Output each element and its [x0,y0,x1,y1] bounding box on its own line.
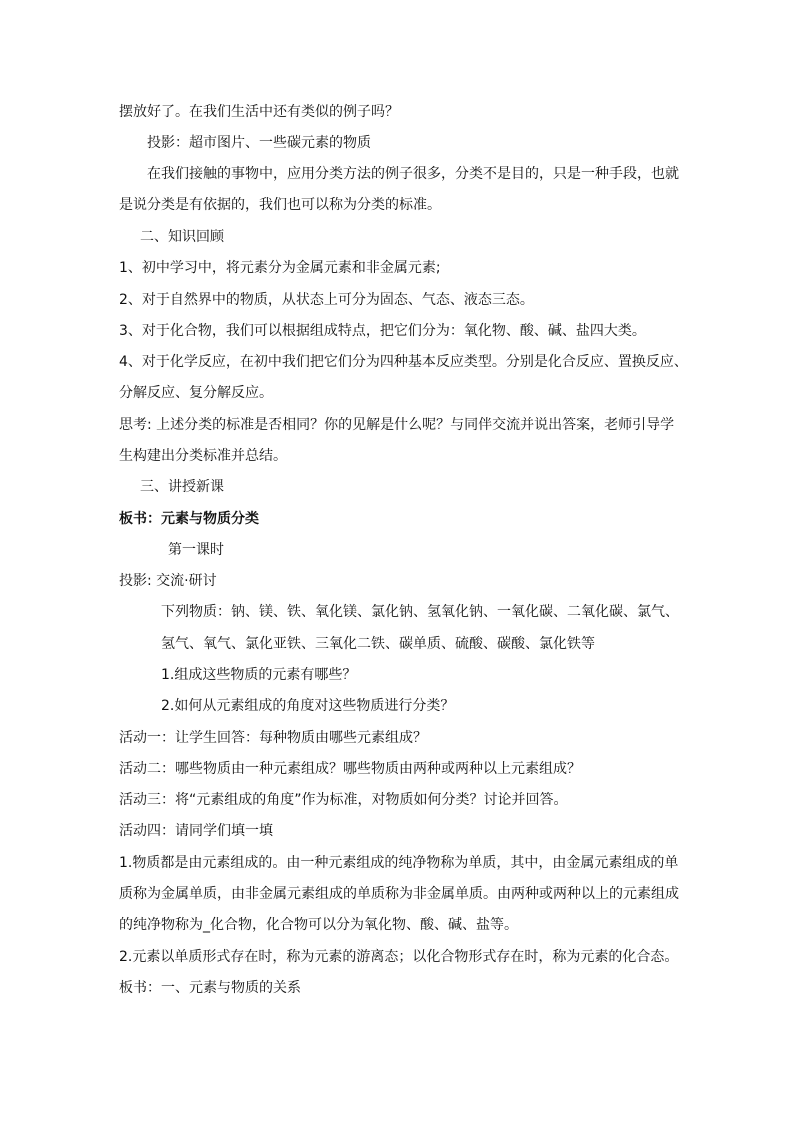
text-line: 2、对于自然界中的物质，从状态上可分为固态、气态、液态三态。 [119,292,534,308]
text-line: 下列物质：钠、镁、铁、氧化镁、氯化钠、氢氧化钠、一氧化碳、二氧化碳、氯气、 [161,604,679,620]
text-line: 摆放好了。在我们生活中还有类似的例子吗？ [119,104,399,120]
text-line: 1、初中学习中，将元素分为金属元素和非金属元素; [119,260,441,276]
text-line: 2.元素以单质形式存在时，称为元素的游离态；以化合物形式存在时，称为元素的化合态。 [119,949,679,965]
text-line: 投影: 交流·研讨 [119,573,217,589]
subheading: 第一课时 [168,542,224,558]
text-line: 1.物质都是由元素组成的。由一种元素组成的纯净物称为单质，其中，由金属元素组成的单 [119,855,679,871]
text-line: 分解反应、复分解反应。 [119,385,273,401]
text-line: 在我们接触的事物中，应用分类方法的例子很多，分类不是目的，只是一种手段，也就 [147,166,679,182]
section-heading: 二、知识回顾 [140,229,224,245]
activity-line: 活动一：让学生回答：每种物质由哪些元素组成？ [119,730,427,746]
activity-line: 活动三：将“元素组成的角度”作为标准，对物质如何分类？讨论并回答。 [119,792,568,808]
activity-line: 活动二：哪些物质由一种元素组成？哪些物质由两种或两种以上元素组成？ [119,761,581,777]
text-line: 生构建出分类标准并总结。 [119,448,287,464]
question-item: 1.组成这些物质的元素有哪些？ [161,667,357,683]
text-line: 板书：一、元素与物质的关系 [119,980,301,996]
board-title-line [119,509,259,529]
activity-line: 活动四：请同学们填一填 [119,823,273,839]
text-line: 思考: 上述分类的标准是否相同？你的见解是什么呢？与同伴交流并说出答案，老师引导学 [119,417,675,433]
text-line: 是说分类是有依据的，我们也可以称为分类的标准。 [119,197,441,213]
text-line: 的纯净物称为_化合物，化合物可以分为氧化物、酸、碱、盐等。 [119,917,518,933]
text-line: 3、对于化合物，我们可以根据组成特点，把它们分为：氧化物、酸、碱、盐四大类。 [119,323,646,339]
text-line: 氢气、氧气、氯化亚铁、三氧化二铁、碳单质、硫酸、碳酸、氯化铁等 [161,636,595,652]
board-title: 元素与物质分类 [161,511,259,527]
section-heading: 三、讲授新课 [140,479,224,495]
text-line: 投影：超市图片、一些碳元素的物质 [147,135,371,151]
board-label: 板书： [119,511,161,527]
text-line: 质称为金属单质，由非金属元素组成的单质称为非金属单质。由两种或两种以上的元素组成 [119,886,679,902]
text-line: 4、对于化学反应，在初中我们把它们分为四种基本反应类型。分别是化合反应、置换反应、 [119,354,688,370]
question-item: 2.如何从元素组成的角度对这些物质进行分类？ [161,698,455,714]
